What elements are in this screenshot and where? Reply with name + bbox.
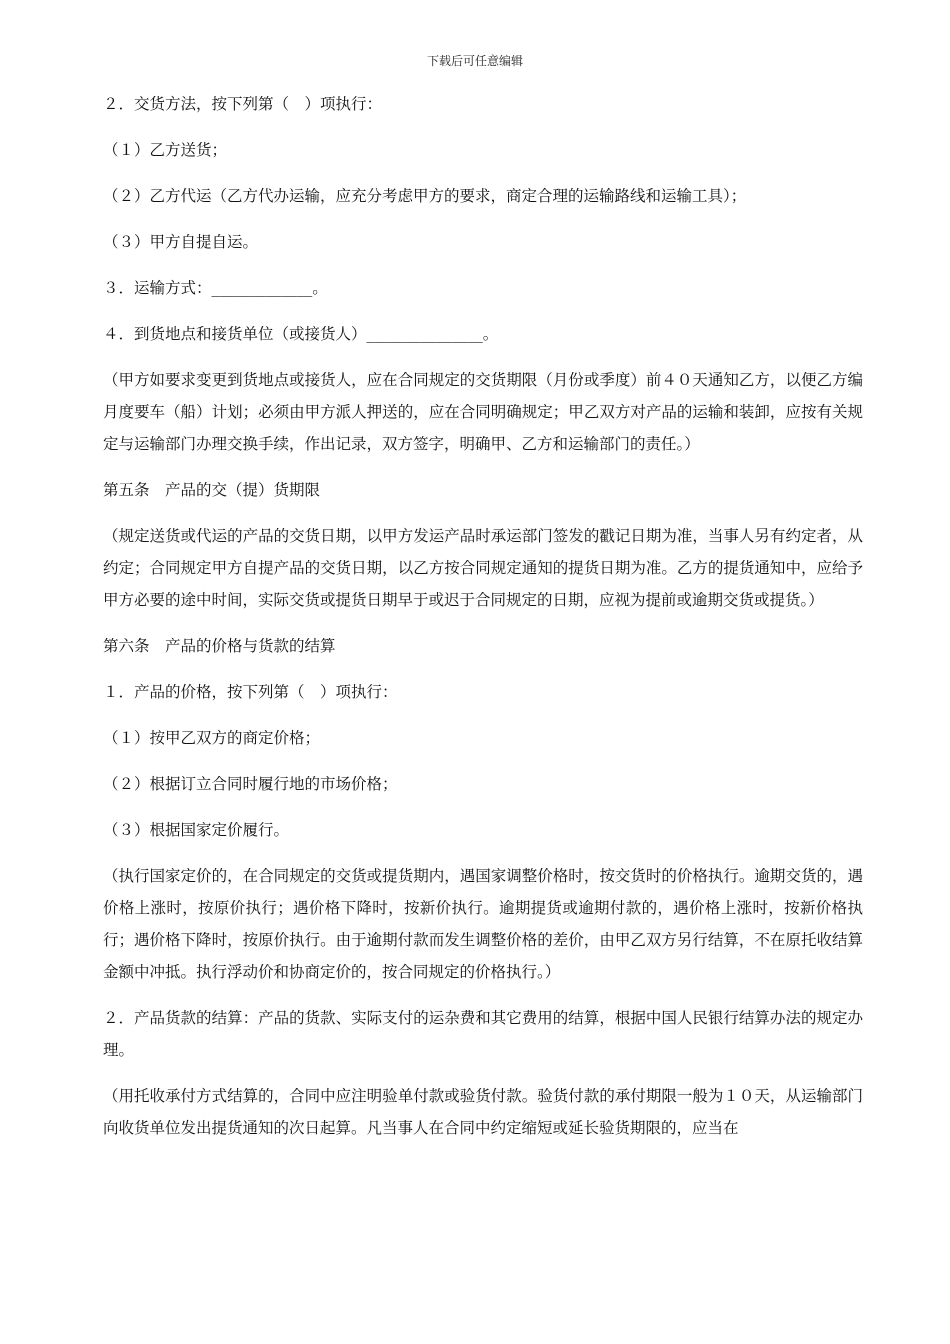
document-body xyxy=(103,88,863,1144)
option-3: （３）甲方自提自运。 xyxy=(103,233,259,251)
price-option-1: （１）按甲乙双方的商定价格； xyxy=(103,729,321,747)
page-header: 下载后可任意编辑 xyxy=(426,54,523,68)
price-clause: １．产品的价格，按下列第（ ）项执行： xyxy=(103,683,398,701)
payment-settlement: ２．产品货款的结算：产品的货款、实际支付的运杂费和其它费用的结算，根据中国人民银行结算办法的规定办理。 xyxy=(103,1009,863,1059)
note-paragraph-4: （用托收承付方式结算的，合同中应注明验单付款或验货付款。验货付款的承付期限一般为１０天，从运输部门向收货单位发出提货通知的次日起算。凡当事人在合同中约定缩短或延长验货期限的，应当在 xyxy=(103,1087,863,1137)
option-2: （２）乙方代运（乙方代办运输，应充分考虑甲方的要求，商定合理的运输路线和运输工具）； xyxy=(103,187,747,205)
transport-method: ３．运输方式：_____________。 xyxy=(103,279,328,297)
note-paragraph-1: （甲方如要求变更到货地点或接货人，应在合同规定的交货期限（月份或季度）前４０天通知乙方，以便乙方编月度要车（船）计划；必须由甲方派人押送的，应在合同明确规定；甲乙双方对产品的运输和装卸，应按有关规定与运输部门办理交换手续，作出记录，双方签字，明确甲、乙方和运输部门的责任。） xyxy=(103,371,863,453)
note-paragraph-3: （执行国家定价的，在合同规定的交货或提货期内，遇国家调整价格时，按交货时的价格执行。逾期交货的，遇价格上涨时，按原价执行；遇价格下降时，按新价执行。逾期提货或逾期付款的，遇价格上涨时，按新价格执行；遇价格下降时，按原价执行。由于逾期付款而发生调整价格的差价，由甲乙双方另行结算，不在原托收结算金额中冲抵。执行浮动价和协商定价的，按合同规定的价格执行。） xyxy=(103,867,863,981)
delivery-location: ４．到货地点和接货单位（或接货人）_______________。 xyxy=(103,325,499,343)
price-option-3: （３）根据国家定价履行。 xyxy=(103,821,290,839)
option-1: （１）乙方送货； xyxy=(103,141,228,159)
note-paragraph-2: （规定送货或代运的产品的交货日期，以甲方发运产品时承运部门签发的戳记日期为准，当事人另有约定者，从约定；合同规定甲方自提产品的交货日期，以乙方按合同规定通知的提货日期为准。乙方的提货通知中，应给予甲方必要的途中时间，实际交货或提货日期早于或迟于合同规定的日期，应视为提前或逾期交货或提货。） xyxy=(103,527,863,609)
delivery-method: ２．交货方法，按下列第（ ）项执行： xyxy=(103,95,383,113)
price-option-2: （２）根据订立合同时履行地的市场价格； xyxy=(103,775,398,793)
article-5-title: 第五条 产品的交（提）货期限 xyxy=(103,481,321,499)
article-6-title: 第六条 产品的价格与货款的结算 xyxy=(103,637,336,655)
